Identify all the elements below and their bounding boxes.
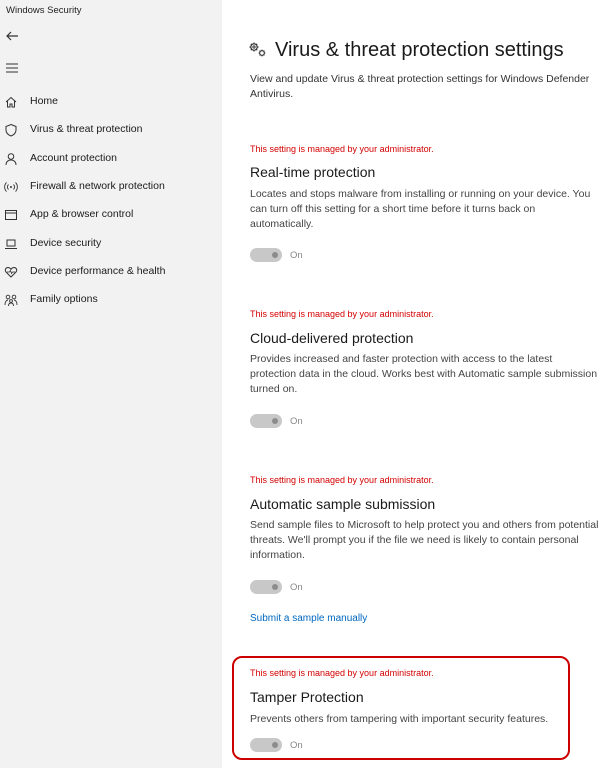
sidebar-item-account-protection[interactable] [0,147,222,171]
sidebar-item-label: Firewall & network protection [30,180,165,192]
sidebar-item-label: Home [30,95,59,107]
toggle-state-label: On [290,250,303,261]
hamburger-menu-icon[interactable] [5,62,19,74]
section-title-cloud-delivered-protection: Cloud-delivered protection [250,330,414,346]
automatic-sample-submission-toggle[interactable] [250,580,282,594]
person-icon [4,152,18,166]
section-title-automatic-sample-submission: Automatic sample submission [250,496,436,512]
page-description: View and update Virus & threat protection settings for Windows Defender Antivirus. [250,73,590,100]
toggle-state-label: On [290,740,303,751]
section-description: Send sample files to Microsoft to help protect you and others from potential threats. We'll prompt you if the file we need is likely to contain personal information. [250,519,599,561]
toggle-knob [272,418,278,424]
sidebar-item-label: Device security [30,237,102,249]
admin-notice: This setting is managed by your administrator. [250,668,434,678]
section-title-tamper-protection: Tamper Protection [250,689,364,705]
heart-icon [4,265,18,279]
window-title: Windows Security [6,5,82,16]
sidebar-item-family-options[interactable] [0,288,222,312]
toggle-state-label: On [290,582,303,593]
toggle-knob [272,252,278,258]
section-description: Locates and stops malware from installing or running on your device. You can turn off this setting for a short time before it turns back on automatically. [250,188,591,230]
shield-icon [4,123,18,137]
laptop-icon [4,237,18,251]
section-title-real-time-protection: Real-time protection [250,164,376,180]
sidebar-item-firewall[interactable] [0,175,222,199]
sidebar-item-device-security[interactable] [0,232,222,256]
sidebar-item-label: Device performance & health [30,265,166,277]
sidebar-item-home[interactable] [0,90,222,114]
submit-sample-manually-link[interactable]: Submit a sample manually [250,613,368,624]
toggle-state-label: On [290,416,303,427]
page-title: Virus & threat protection settings [275,39,564,61]
tamper-protection-highlight-box [232,656,570,760]
family-icon [4,293,18,307]
admin-notice: This setting is managed by your administrator. [250,309,434,319]
gear-icon [248,41,268,59]
sidebar-item-label: Family options [30,293,98,305]
window-titlebar [0,0,222,22]
toggle-knob [272,584,278,590]
section-description: Provides increased and faster protection with access to the latest protection data in the cloud. Works best with Automatic sample submission turned on. [250,353,598,395]
window-icon [4,208,18,222]
sidebar-item-label: Account protection [30,152,117,164]
section-description: Prevents others from tampering with important security features. [250,713,549,725]
admin-notice: This setting is managed by your administrator. [250,144,434,154]
real-time-protection-toggle[interactable] [250,248,282,262]
sidebar-item-app-browser-control[interactable] [0,203,222,227]
home-icon [4,95,18,109]
admin-notice: This setting is managed by your administrator. [250,475,434,485]
sidebar-item-device-performance[interactable] [0,260,222,284]
cloud-delivered-protection-toggle[interactable] [250,414,282,428]
sidebar-item-label: App & browser control [30,208,134,220]
sidebar [0,0,222,768]
wifi-icon [4,180,18,194]
back-arrow-icon[interactable] [4,28,20,44]
main-content [222,0,605,768]
sidebar-item-virus-threat-protection[interactable] [0,118,222,142]
sidebar-item-label: Virus & threat protection [30,123,143,135]
